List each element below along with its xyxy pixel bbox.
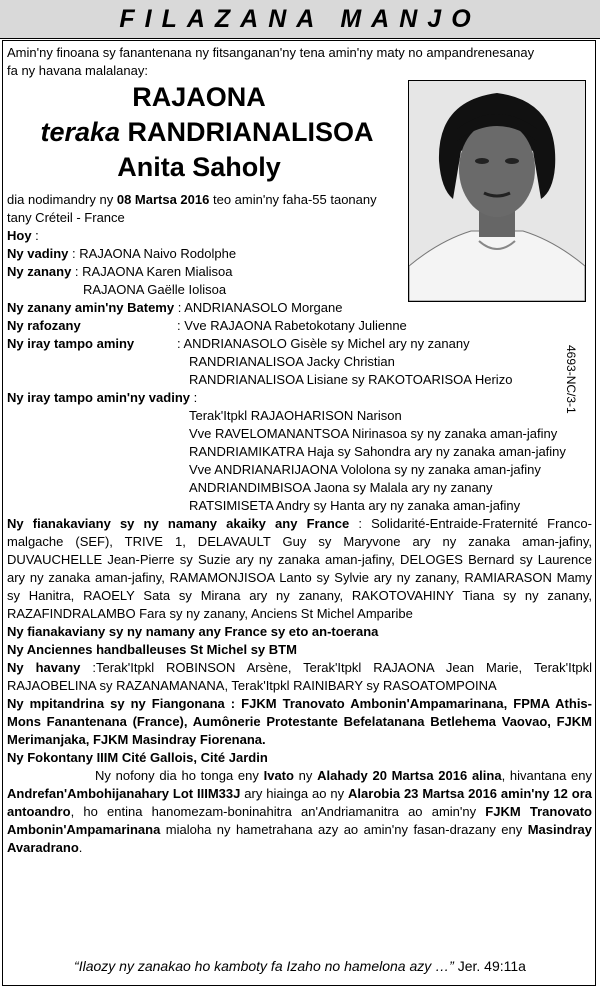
fokontany: Ny Fokontany IIIM Cité Gallois, Cité Jardin — [7, 750, 268, 765]
iray-vadiny-2: Vve RAVELOMANANTSOA Nirinasoa sy ny zanaka aman-jafiny — [189, 426, 558, 441]
deceased-surname: RAJAONA — [132, 82, 266, 112]
header-banner — [0, 0, 600, 39]
hoy: Hoy : — [7, 228, 39, 243]
iray-vadiny-4: Vve ANDRIANARIJAONA Vololona sy ny zanaka aman-jafiny — [189, 462, 541, 477]
iray-aminy-2: RANDRIANALISOA Jacky Christian — [189, 354, 395, 369]
reference-code: 4693-NC/3-1 — [564, 345, 578, 414]
havany: Ny havany :Terak'Itpkl ROBINSON Arsène, Terak'Itpkl RAJAONA Jean Marie, Terak'Itpkl RAJAOBELINA sy RAZANAMANANA, Terak'Itpkl RAINIBARY sy RASOATOMPOINA — [7, 660, 592, 693]
iray-vadiny-3: RANDRIAMIKATRA Haja sy Sahondra ary ny zanaka aman-jafiny — [189, 444, 566, 459]
nofony-paragraph: Ny nofony dia ho tonga eny Ivato ny Alahady 20 Martsa 2016 alina, hivantana eny Andrefan'Ambohijanahary Lot IIIM33J ary hiainga ao ny Alarobia 23 Martsa 2016 amin'ny 12 ora antoandro, ho entina hanomezam-boninahitra an'Andriamanitra ao amin'ny FJKM Tranovato Ambonin'Ampamarinana mialoha ny hametrahana azy ao amin'ny fasan-drazany eny Masindray Avaradrano. — [7, 768, 593, 855]
fianakaviany-toerana: Ny fianakaviany sy ny namany any France sy eto an-toerana — [7, 624, 379, 639]
fianakaviany-france: Ny fianakaviany sy ny namany akaiky any France : Solidarité-Entraide-Fraternité Franco-malgache (SEF), TRIVE 1, DELAVAULT Guy sy Maryvone ary ny zanaka aman-jafiny, DUVAUCHELLE Jean-Pierre sy Suzie ary ny zanaka aman-jafiny, DELOGES Bernard sy Laurence ary ny zanaka aman-jafiny, RAMAMONJISOA Lanto sy Sylvie ary ny zanany, RAMIARASON Mamy sy Hanitra, RAOELY Sata sy Mirana ary ny zanany, RAKOTOVAHINY Tiana sy ny zanany, RAZAFINDRALAMBO Fara sy ny zanany, Anciens St Michel Amparibe — [7, 516, 592, 621]
iray-vadiny-1: Terak'Itpkl RAJAOHARISON Narison — [189, 408, 402, 423]
mpitandrina: Ny mpitandrina sy ny Fiangonana : FJKM Tranovato Ambonin'Ampamarinana, FPMA Athis-Mons Fanantenana (France), Aumônerie Protestante Befelatanana Betlehema Vaovao, FJKM Merimanjaka, FJKM Masindray Fiorenana. — [7, 696, 592, 747]
deceased-birth-name: teraka RANDRIANALISOA — [40, 117, 374, 147]
intro-line-1: Amin'ny finoana sy fanantenana ny fitsanganan'ny tena amin'ny maty no ampandrenesanay — [7, 45, 535, 60]
zanany: Ny zanany : RAJAONA Karen Mialisoa — [7, 264, 233, 279]
iray-vadiny: Ny iray tampo amin'ny vadiny : — [7, 390, 198, 405]
header-title: FILAZANA MANJO — [119, 4, 481, 33]
anciennes: Ny Anciennes handballeuses St Michel sy BTM — [7, 642, 297, 657]
death-line-2: tany Créteil - France — [7, 210, 125, 225]
deceased-given-names: Anita Saholy — [117, 152, 281, 182]
bible-quote: “Ilaozy ny zanakao ho kamboty fa Izaho no hamelona azy …” Jer. 49:11a — [74, 958, 526, 974]
vadiny: Ny vadiny : RAJAONA Naivo Rodolphe — [7, 246, 237, 261]
rafozany: Ny rafozany : Vve RAJAONA Rabetokotany Julienne — [7, 318, 407, 333]
notice-body — [7, 44, 592, 857]
death-line-1: dia nodimandry ny 08 Martsa 2016 teo amin'ny faha-55 taonany — [7, 192, 377, 207]
batemy: Ny zanany amin'ny Batemy : ANDRIANASOLO Morgane — [7, 300, 343, 315]
iray-aminy: Ny iray tampo aminy : ANDRIANASOLO Gisèle sy Michel ary ny zanany — [7, 336, 470, 351]
iray-vadiny-5: ANDRIANDIMBISOA Jaona sy Malala ary ny zanany — [189, 480, 493, 495]
iray-vadiny-6: RATSIMISETA Andry sy Hanta ary ny zanaka aman-jafiny — [189, 498, 521, 513]
intro-line-2: fa ny havana malalanay: — [7, 63, 148, 78]
zanany-2: RAJAONA Gaëlle Iolisoa — [83, 282, 227, 297]
iray-aminy-3: RANDRIANALISOA Lisiane sy RAKOTOARISOA Herizo — [189, 372, 513, 387]
